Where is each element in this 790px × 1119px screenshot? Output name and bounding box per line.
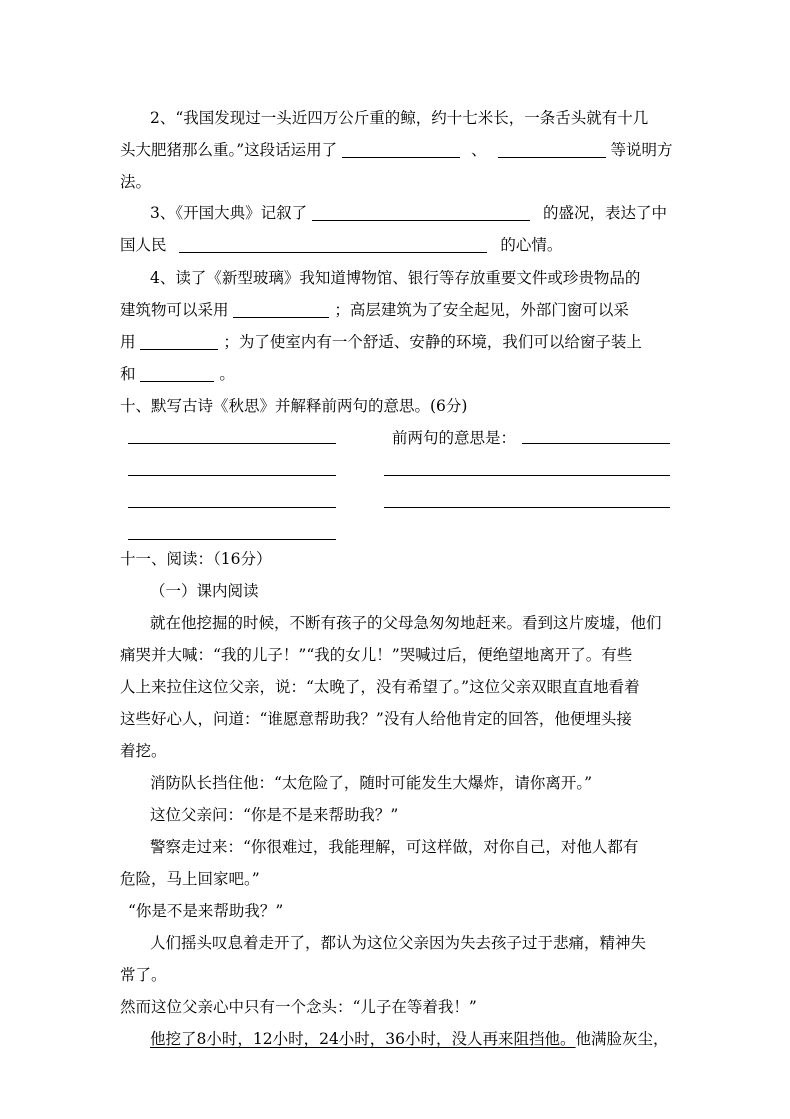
passage-p2: 消防队长挡住他：“太危险了，随时可能发生大爆炸，请你离开。”	[150, 774, 593, 792]
passage-p1-line-2: 痛哭并大喊：“我的儿子！”“我的女儿！”哭喊过后，便绝望地离开了。有些	[120, 646, 633, 664]
q4-text-c: 用	[120, 333, 136, 351]
q2-text-a: 头大肥猪那么重。”这段话运用了	[120, 141, 338, 159]
q3-text-d: 的心情。	[500, 236, 563, 254]
q4-line-4	[120, 363, 235, 385]
passage-p6-line-2: 常了。	[120, 966, 167, 984]
q2-blank-1[interactable]	[342, 141, 460, 158]
meaning-blank-3[interactable]	[384, 507, 670, 508]
sec11-subtitle: （一）课内阅读	[150, 582, 259, 600]
passage-p5: “你是不是来帮助我？”	[128, 902, 284, 920]
meaning-blank-2[interactable]	[384, 475, 670, 476]
meaning-label: 前两句的意思是：	[392, 429, 517, 447]
q4-line-1: 4、读了《新型玻璃》我知道博物馆、银行等存放重要文件或珍贵物品的	[150, 269, 641, 287]
passage-p1-line-4: 这些好心人，问道：“谁愿意帮助我？”没有人给他肯定的回答，他便埋头接	[120, 710, 632, 728]
poem-line-2-blank[interactable]	[128, 475, 336, 476]
passage-p6-line-1: 人们摇头叹息着走开了，都认为这位父亲因为失去孩子过于悲痛，精神失	[150, 934, 647, 952]
q3-line-1	[150, 202, 667, 224]
q3-text-a: 3、《开国大典》记叙了	[150, 204, 308, 222]
q4-text-a: 建筑物可以采用	[120, 301, 229, 319]
q4-blank-1[interactable]	[233, 301, 329, 318]
passage-p4-line-2: 危险，马上回家吧。”	[120, 870, 260, 888]
q3-text-b: 的盛况，表达了中	[543, 204, 668, 222]
q4-blank-2[interactable]	[140, 333, 218, 350]
q4-line-2	[120, 299, 629, 321]
meaning-blank-1[interactable]	[522, 443, 670, 444]
q4-text-b: ；高层建筑为了安全起见，外部门窗可以采	[334, 301, 629, 319]
q4-text-d: ；为了使室内有一个舒适、安静的环境，我们可以给窗子装上	[223, 333, 642, 351]
passage-p4-line-1: 警察走过来：“你很难过，我能理解，可这样做，对你自己，对他人都有	[150, 838, 639, 856]
q3-text-c: 国人民	[120, 236, 167, 254]
q2-blank-2[interactable]	[498, 141, 606, 158]
q2-text-b: 等说明方	[610, 141, 673, 159]
q3-blank-2[interactable]	[179, 236, 487, 253]
q3-blank-1[interactable]	[312, 204, 530, 221]
underlined-sentence: 他挖了8小时，12小时，24小时，36小时，没人再来阻挡他。	[150, 1030, 576, 1048]
passage-p1-line-5: 着挖。	[120, 742, 167, 760]
poem-line-1-blank[interactable]	[128, 443, 336, 444]
q4-line-3	[120, 331, 642, 353]
passage-p3: 这位父亲问：“你是不是来帮助我？”	[150, 806, 399, 824]
passage-p1-line-3: 人上来拉住这位父亲，说：“太晚了，没有希望了。”这位父亲双眼直直地看着	[120, 678, 640, 696]
q2-separator: 、	[471, 141, 487, 159]
passage-p8-rest: 他满脸灰尘，	[575, 1030, 669, 1048]
sec10-title: 十、默写古诗《秋思》并解释前两句的意思。(6分)	[120, 397, 468, 415]
sec11-title: 十一、阅读：（16分）	[120, 550, 272, 568]
poem-line-4-blank[interactable]	[128, 539, 336, 540]
poem-line-3-blank[interactable]	[128, 507, 336, 508]
q2-line-1: 2、“我国发现过一头近四万公斤重的鲸，约十七米长，一条舌头就有十几	[150, 109, 649, 127]
q3-line-2	[120, 234, 562, 256]
q4-blank-3[interactable]	[140, 365, 214, 382]
q2-line-2	[120, 139, 672, 161]
passage-p7: 然而这位父亲心中只有一个念头：“儿子在等着我！”	[120, 998, 477, 1016]
passage-p8	[150, 1028, 669, 1050]
q4-text-e: 和	[120, 365, 136, 383]
q2-line-3: 法。	[120, 173, 152, 191]
q4-text-f: 。	[219, 365, 235, 383]
passage-p1-line-1: 就在他挖掘的时候，不断有孩子的父母急匆匆地赶来。看到这片废墟，他们	[150, 614, 662, 632]
